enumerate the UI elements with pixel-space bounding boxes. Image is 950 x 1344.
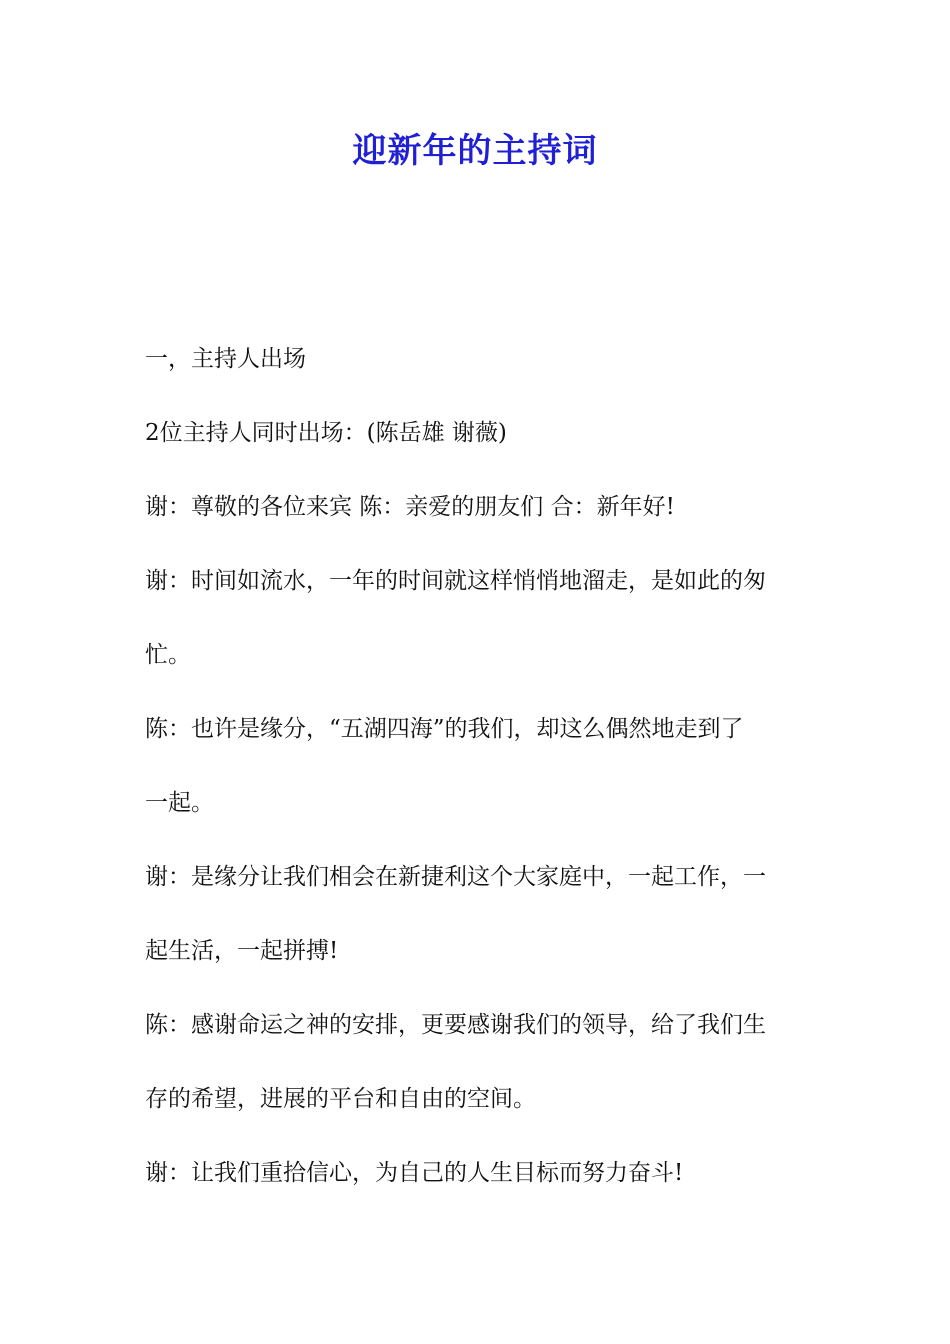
body-line-9: 起生活，一起拼搏! [145,938,339,964]
body-line-4: 谢：时间如流水，一年的时间就这样悄悄地溜走，是如此的匆 [145,568,766,594]
body-line-2: 2位主持人同时出场：(陈岳雄 谢薇) [145,420,507,446]
document-body [145,334,810,1222]
document-title: 迎新年的主持词 [352,131,598,171]
body-line-5: 忙。 [145,642,191,668]
body-line-3: 谢：尊敬的各位来宾 陈：亲爱的朋友们 合：新年好! [145,494,675,520]
body-line-7: 一起。 [145,790,214,816]
body-line-1: 一，主持人出场 [145,346,306,372]
body-line-12: 谢：让我们重拾信心，为自己的人生目标而努力奋斗! [145,1160,684,1186]
body-line-10: 陈：感谢命运之神的安排，更要感谢我们的领导，给了我们生 [145,1012,766,1038]
body-line-8: 谢：是缘分让我们相会在新捷利这个大家庭中，一起工作，一 [145,864,766,890]
body-line-11: 存的希望，进展的平台和自由的空间。 [145,1086,536,1112]
body-line-6: 陈：也许是缘分，“五湖四海”的我们，却这么偶然地走到了 [145,716,744,742]
